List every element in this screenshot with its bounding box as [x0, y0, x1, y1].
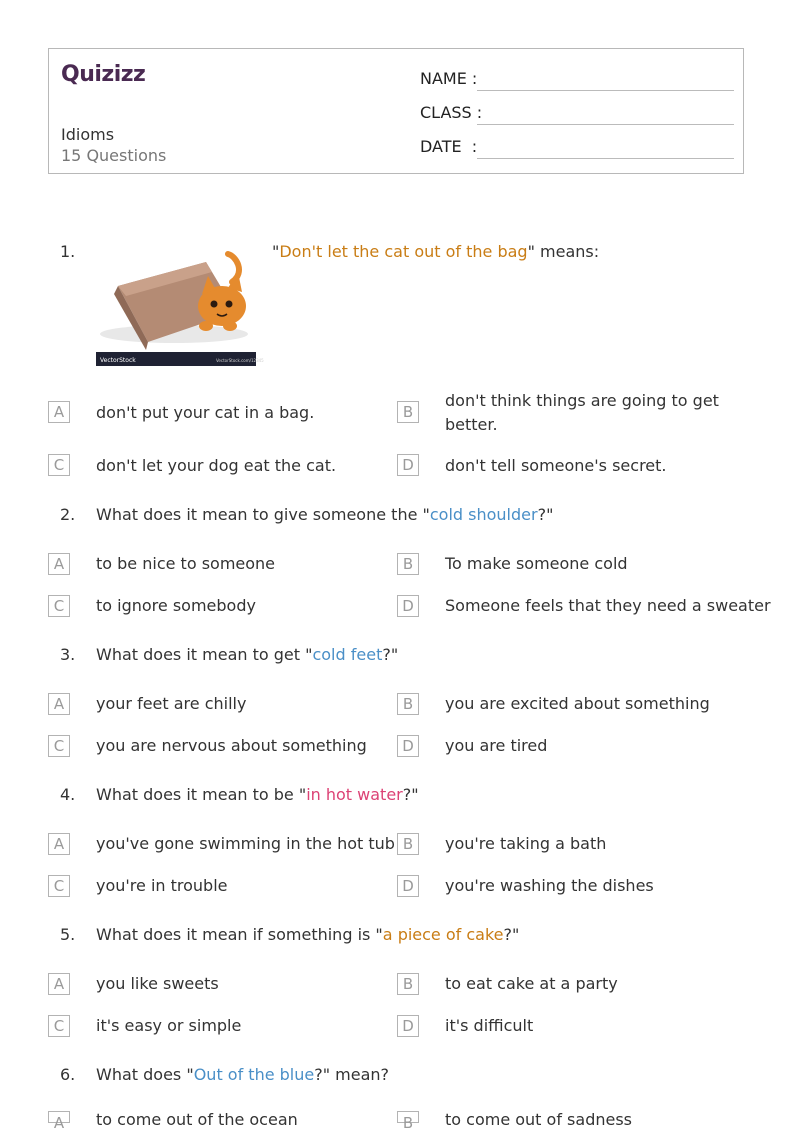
- question-number: 6.: [60, 1065, 76, 1084]
- question-prompt: What does it mean if something is "a piece of cake?": [96, 925, 520, 944]
- option-text: to eat cake at a party: [445, 974, 618, 993]
- question-prompt: What does it mean to be "in hot water?": [96, 785, 419, 804]
- option-text: don't let your dog eat the cat.: [96, 456, 337, 475]
- option-text: To make someone cold: [445, 554, 628, 573]
- option-letter[interactable]: C: [48, 875, 70, 897]
- option-text: to come out of sadness: [445, 1110, 632, 1129]
- option-letter[interactable]: C: [48, 454, 70, 476]
- question-number: 5.: [60, 925, 76, 944]
- idiom-highlight: a piece of cake: [382, 925, 504, 944]
- worksheet-title: Idioms: [61, 125, 115, 144]
- question-number: 4.: [60, 785, 76, 804]
- option-letter[interactable]: B: [397, 1111, 419, 1123]
- svg-text:Quizizz: Quizizz: [61, 62, 146, 87]
- option-letter[interactable]: A: [48, 1111, 70, 1123]
- option-letter[interactable]: B: [397, 553, 419, 575]
- option-text: you are excited about something: [445, 694, 710, 713]
- date-label: DATE :: [420, 137, 478, 156]
- svg-text:VectorStock: VectorStock: [100, 357, 136, 364]
- option-letter[interactable]: D: [397, 735, 419, 757]
- option-text: to come out of the ocean: [96, 1110, 298, 1129]
- class-field[interactable]: [420, 103, 734, 125]
- option-text: don't think things are going to get better.: [445, 391, 719, 434]
- name-line: [477, 90, 734, 91]
- idiom-highlight: in hot water: [306, 785, 403, 804]
- question-number: 1.: [60, 242, 76, 261]
- option-letter[interactable]: C: [48, 1015, 70, 1037]
- option-text: you're taking a bath: [445, 834, 607, 853]
- name-label: NAME :: [420, 69, 478, 88]
- option-letter[interactable]: B: [397, 401, 419, 423]
- question-prompt: What does "Out of the blue?" mean?: [96, 1065, 390, 1084]
- option-text: don't put your cat in a bag.: [96, 403, 315, 422]
- option-text: your feet are chilly: [96, 694, 247, 713]
- class-label: CLASS :: [420, 103, 483, 122]
- option-text: Someone feels that they need a sweater: [445, 596, 771, 615]
- option-letter[interactable]: B: [397, 973, 419, 995]
- question-number: 3.: [60, 645, 76, 664]
- option-text: don't tell someone's secret.: [445, 456, 667, 475]
- idiom-highlight: cold feet: [312, 645, 383, 664]
- option-letter[interactable]: A: [48, 401, 70, 423]
- worksheet-header: [48, 48, 744, 174]
- option-letter[interactable]: D: [397, 875, 419, 897]
- class-line: [477, 124, 734, 125]
- option-letter[interactable]: D: [397, 454, 419, 476]
- option-letter[interactable]: C: [48, 735, 70, 757]
- question-prompt: What does it mean to get "cold feet?": [96, 645, 399, 664]
- question-number: 2.: [60, 505, 76, 524]
- option-text: it's difficult: [445, 1016, 534, 1035]
- name-field[interactable]: [420, 69, 734, 91]
- option-text: you're in trouble: [96, 876, 228, 895]
- option-letter[interactable]: A: [48, 973, 70, 995]
- svg-text:VectorStock.com/12345: VectorStock.com/12345: [216, 358, 264, 363]
- option-text: you are tired: [445, 736, 548, 755]
- option-letter[interactable]: D: [397, 1015, 419, 1037]
- option-letter[interactable]: B: [397, 693, 419, 715]
- question-prompt: "Don't let the cat out of the bag" means:: [272, 242, 600, 261]
- idiom-highlight: cold shoulder: [429, 505, 538, 524]
- option-letter[interactable]: D: [397, 595, 419, 617]
- idiom-highlight: Out of the blue: [193, 1065, 315, 1084]
- date-field[interactable]: [420, 137, 734, 159]
- option-letter[interactable]: A: [48, 693, 70, 715]
- option-text: it's easy or simple: [96, 1016, 242, 1035]
- option-letter[interactable]: C: [48, 595, 70, 617]
- option-letter[interactable]: A: [48, 833, 70, 855]
- option-text: you like sweets: [96, 974, 219, 993]
- cat-in-bag-image: [96, 242, 264, 366]
- option-letter[interactable]: A: [48, 553, 70, 575]
- question-prompt: What does it mean to give someone the "cold shoulder?": [96, 505, 554, 524]
- option-text: you've gone swimming in the hot tub: [96, 834, 395, 853]
- option-text: you're washing the dishes: [445, 876, 654, 895]
- option-text: to be nice to someone: [96, 554, 276, 573]
- option-text: you are nervous about something: [96, 736, 367, 755]
- option-text: to ignore somebody: [96, 596, 256, 615]
- date-line: [477, 158, 734, 159]
- quizizz-logo: [61, 59, 153, 87]
- question-count: 15 Questions: [61, 146, 167, 165]
- idiom-highlight: Don't let the cat out of the bag: [279, 242, 528, 261]
- option-letter[interactable]: B: [397, 833, 419, 855]
